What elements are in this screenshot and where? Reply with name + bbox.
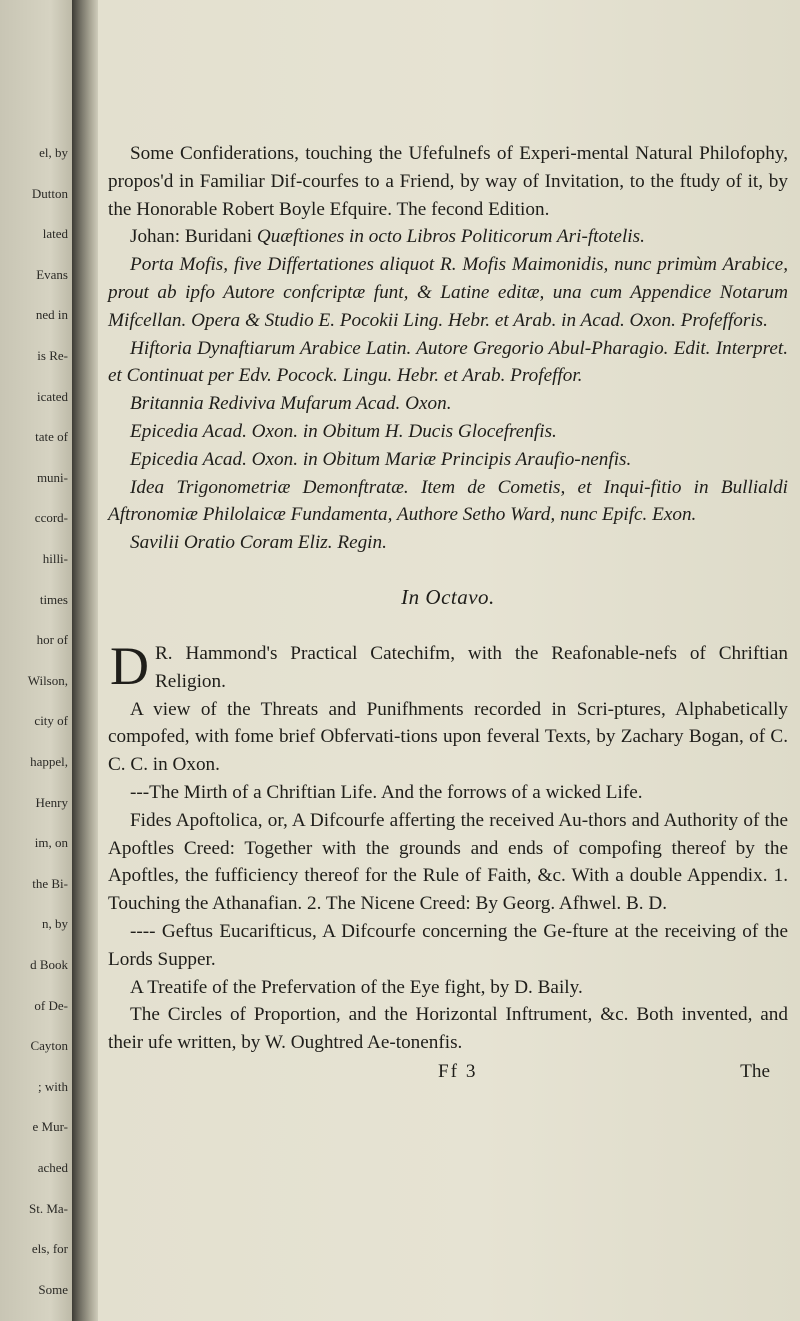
facing-page-fragment: Some [38,1281,68,1297]
section-heading: In Octavo. [401,584,495,609]
facing-page-fragment: icated [36,388,68,404]
facing-page-fragment: Dutton [31,185,68,201]
entry-italic-text: Hiftoria Dynaftiarum Arabice Latin. Autore Gregorio Abul-Pharagio. Edit. Interpret. et Continuat per Edv. Pocock. Lingu. Hebr. et Arab. Profeffor. [108,337,788,387]
entry-text: ---- Geftus Eucarifticus, A Difcourfe concerning the Ge-fture at the receiving of the Lords Supper. [108,920,788,970]
facing-page-fragment: el, by [39,145,68,160]
catalog-entry [108,335,788,391]
facing-page-fragment: ccord- [34,510,68,526]
book-gutter [72,0,98,1321]
entry-italic-text: Quæftiones in octo Libros Politicorum Ari-ftotelis. [256,226,645,248]
catalog-entry [108,1001,788,1057]
catalog-entry [108,446,788,474]
catalog-entry [108,918,788,974]
entry-italic-text: Savilii Oratio Coram Eliz. Regin. [130,532,387,554]
entry-text: R. Hammond's Practical Catechifm, with the Reafonable-nefs of Chriftian Religion. [155,642,788,692]
facing-page-fragment: ned in [35,307,68,323]
catalog-entry [108,251,788,334]
entry-italic-text: Porta Mofis, five Differtationes aliquot R. Mofis Maimonidis, nunc primùm Arabice, prout ab ipfo Autore confcriptæ funt, & Latine editæ, una cum Appendice Notarum Mifcellan. Opera & Studio E. Pocokii Ling. Hebr. et Arab. in Acad. Oxon. Profefforis. [108,254,788,331]
catalog-entry [108,474,788,530]
catalog-entry [108,223,788,251]
entry-italic-text: Epicedia Acad. Oxon. in Obitum H. Ducis Glocefrenfis. [130,420,557,442]
facing-page-fragment: St. Ma- [29,1200,68,1216]
catalog-entry [108,390,788,418]
facing-page-fragment: the Bi- [32,875,68,891]
facing-page-fragment: of De- [34,997,68,1013]
entry-italic-text: Epicedia Acad. Oxon. in Obitum Mariæ Principis Araufio-nenfis. [130,448,632,470]
facing-page-fragment: happel, [30,754,68,769]
entry-text: The Circles of Proportion, and the Horizontal Inftrument, &c. Both invented, and their ufe written, by W. Oughtred Ae-tonenfis. [108,1004,788,1054]
facing-page-fragment: times [39,591,68,607]
entry-italic-text: Idea Trigonometriæ Demonftratæ. Item de Cometis, et Inqui-fitio in Bullialdi Aftronomiæ Philolaicæ Fundamenta, Authore Setho Ward, nunc Epifc. Exon. [108,476,788,526]
entry-text: A view of the Threats and Punifhments recorded in Scri-ptures, Alphabetically compofed, with fome brief Obfervati-tions upon feveral Texts, by Zachary Bogan, of C. C. C. in Oxon. [108,698,788,776]
page-footer [108,1061,788,1083]
catalog-entry [108,635,788,696]
facing-page-fragment: ached [37,1160,68,1175]
facing-page-fragment: hilli- [42,551,68,566]
facing-page-fragment: lated [42,226,68,242]
facing-page-fragment: els, for [31,1241,68,1257]
drop-capital: D [110,635,149,696]
facing-page-fragment: hor of [36,632,68,648]
facing-page-fragment: city of [34,713,68,729]
entry-italic-text: Britannia Rediviva Mufarum Acad. Oxon. [130,393,452,415]
octavo-list [108,635,788,1057]
catchword: The [740,1060,770,1082]
facing-page-fragment: muni- [36,469,68,485]
facing-page-fragment: Evans [36,266,68,282]
entry-lead-text: Some Confiderations, touching the Ufefulnefs of Experi-mental Natural Philofophy, propos'd in Familiar Dif-courfes to a Friend, by way of Invitation, to the ftudy of it, by the Honorable Robert Boyle Efquire. The fecond Edition. [108,143,788,220]
facing-page-fragment: n, by [42,916,68,932]
catalog-entry [108,140,788,223]
facing-page-fragment: ; with [38,1078,68,1094]
page-content [108,140,788,1083]
facing-page-fragment: e Mur- [32,1119,68,1135]
catalog-entry [108,529,788,557]
facing-page-fragment: Cayton [30,1038,68,1054]
facing-page-fragment: is Re- [37,348,68,363]
facing-page-fragment: im, on [34,835,68,851]
catalog-entry [108,696,788,779]
entry-text: Fides Apoftolica, or, A Difcourfe afferting the received Au-thors and Authority of the Apoftles Creed: Together with the grounds and ends of compofing thereof by the Apoftles, the fufficiency thereof for the Rule of Faith, &c. With a double Appendix. 1. Touching the Athanafian. 2. The Nicene Creed: By Georg. Afhwel. B. D. [108,809,788,915]
folio-list [108,140,788,557]
facing-page-fragment: Wilson, [27,672,68,688]
catalog-entry [108,974,788,1002]
facing-page-fragment: Henry [35,794,68,810]
catalog-entry [108,807,788,918]
entry-lead-text: Johan: Buridani [130,226,257,248]
catalog-entry [108,779,788,807]
entry-text: A Treatife of the Prefervation of the Eye fight, by D. Baily. [130,976,583,998]
facing-page-fragments [0,0,70,1321]
catalog-entry [108,418,788,446]
signature-mark: Ff 3 [438,1060,478,1082]
facing-page-fragment: tate of [35,429,68,445]
facing-page-fragment: d Book [30,957,68,972]
entry-text: ---The Mirth of a Chriftian Life. And the forrows of a wicked Life. [130,781,643,803]
